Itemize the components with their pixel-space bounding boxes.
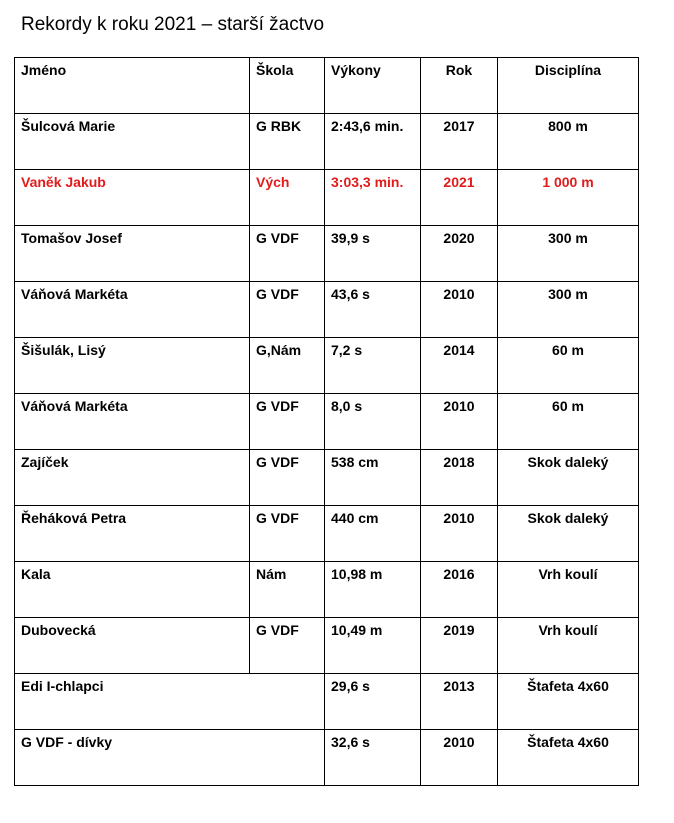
cell-school: G VDF: [250, 282, 325, 338]
cell-year: 2019: [421, 618, 498, 674]
cell-result: 538 cm: [325, 450, 421, 506]
cell-discipline: Skok daleký: [498, 450, 639, 506]
cell-year: 2020: [421, 226, 498, 282]
cell-name: Kala: [15, 562, 250, 618]
table-row: [15, 282, 639, 338]
cell-name: Tomašov Josef: [15, 226, 250, 282]
cell-year: 2010: [421, 730, 498, 786]
cell-year: 2018: [421, 450, 498, 506]
cell-result: 39,9 s: [325, 226, 421, 282]
cell-discipline: Štafeta 4x60: [498, 674, 639, 730]
cell-discipline: 60 m: [498, 338, 639, 394]
cell-school: G,Nám: [250, 338, 325, 394]
cell-result: 3:03,3 min.: [325, 170, 421, 226]
table-row: [15, 338, 639, 394]
cell-discipline: 800 m: [498, 114, 639, 170]
cell-result: 10,98 m: [325, 562, 421, 618]
cell-school: G VDF: [250, 506, 325, 562]
cell-year: 2010: [421, 282, 498, 338]
cell-result: 2:43,6 min.: [325, 114, 421, 170]
header-school: Škola: [250, 58, 325, 114]
cell-result: 32,6 s: [325, 730, 421, 786]
cell-name: Vaněk Jakub: [15, 170, 250, 226]
cell-result: 10,49 m: [325, 618, 421, 674]
cell-year: 2010: [421, 506, 498, 562]
cell-name: Dubovecká: [15, 618, 250, 674]
table-row: [15, 170, 639, 226]
cell-year: 2013: [421, 674, 498, 730]
cell-name: Váňová Markéta: [15, 394, 250, 450]
cell-name: G VDF - dívky: [15, 730, 325, 786]
table-row: [15, 506, 639, 562]
cell-result: 7,2 s: [325, 338, 421, 394]
cell-year: 2010: [421, 394, 498, 450]
table-row: [15, 394, 639, 450]
header-result: Výkony: [325, 58, 421, 114]
table-row: [15, 618, 639, 674]
header-discipline: Disciplína: [498, 58, 639, 114]
table-row: [15, 450, 639, 506]
cell-school: G VDF: [250, 226, 325, 282]
table-row: [15, 114, 639, 170]
records-body: [15, 114, 639, 786]
header-year: Rok: [421, 58, 498, 114]
cell-result: 8,0 s: [325, 394, 421, 450]
table-header-row: [15, 58, 639, 114]
cell-school: G RBK: [250, 114, 325, 170]
cell-discipline: 1 000 m: [498, 170, 639, 226]
cell-school: G VDF: [250, 394, 325, 450]
cell-discipline: 300 m: [498, 282, 639, 338]
cell-discipline: 300 m: [498, 226, 639, 282]
cell-name: Šulcová Marie: [15, 114, 250, 170]
cell-name: Edi I-chlapci: [15, 674, 325, 730]
cell-year: 2016: [421, 562, 498, 618]
cell-year: 2021: [421, 170, 498, 226]
cell-name: Řeháková Petra: [15, 506, 250, 562]
table-row: [15, 730, 639, 786]
table-row: [15, 562, 639, 618]
cell-name: Zajíček: [15, 450, 250, 506]
cell-school: Nám: [250, 562, 325, 618]
cell-school: G VDF: [250, 450, 325, 506]
cell-discipline: 60 m: [498, 394, 639, 450]
cell-school: Vých: [250, 170, 325, 226]
cell-result: 43,6 s: [325, 282, 421, 338]
table-row: [15, 226, 639, 282]
cell-school: G VDF: [250, 618, 325, 674]
records-table: [14, 57, 639, 786]
cell-result: 29,6 s: [325, 674, 421, 730]
cell-year: 2017: [421, 114, 498, 170]
cell-name: Šišulák, Lisý: [15, 338, 250, 394]
cell-result: 440 cm: [325, 506, 421, 562]
cell-name: Váňová Markéta: [15, 282, 250, 338]
document-title: Rekordy k roku 2021 – starší žactvo: [21, 14, 325, 35]
cell-discipline: Štafeta 4x60: [498, 730, 639, 786]
table-row: [15, 674, 639, 730]
cell-discipline: Vrh koulí: [498, 562, 639, 618]
header-name: Jméno: [15, 58, 250, 114]
cell-year: 2014: [421, 338, 498, 394]
cell-discipline: Skok daleký: [498, 506, 639, 562]
cell-discipline: Vrh koulí: [498, 618, 639, 674]
